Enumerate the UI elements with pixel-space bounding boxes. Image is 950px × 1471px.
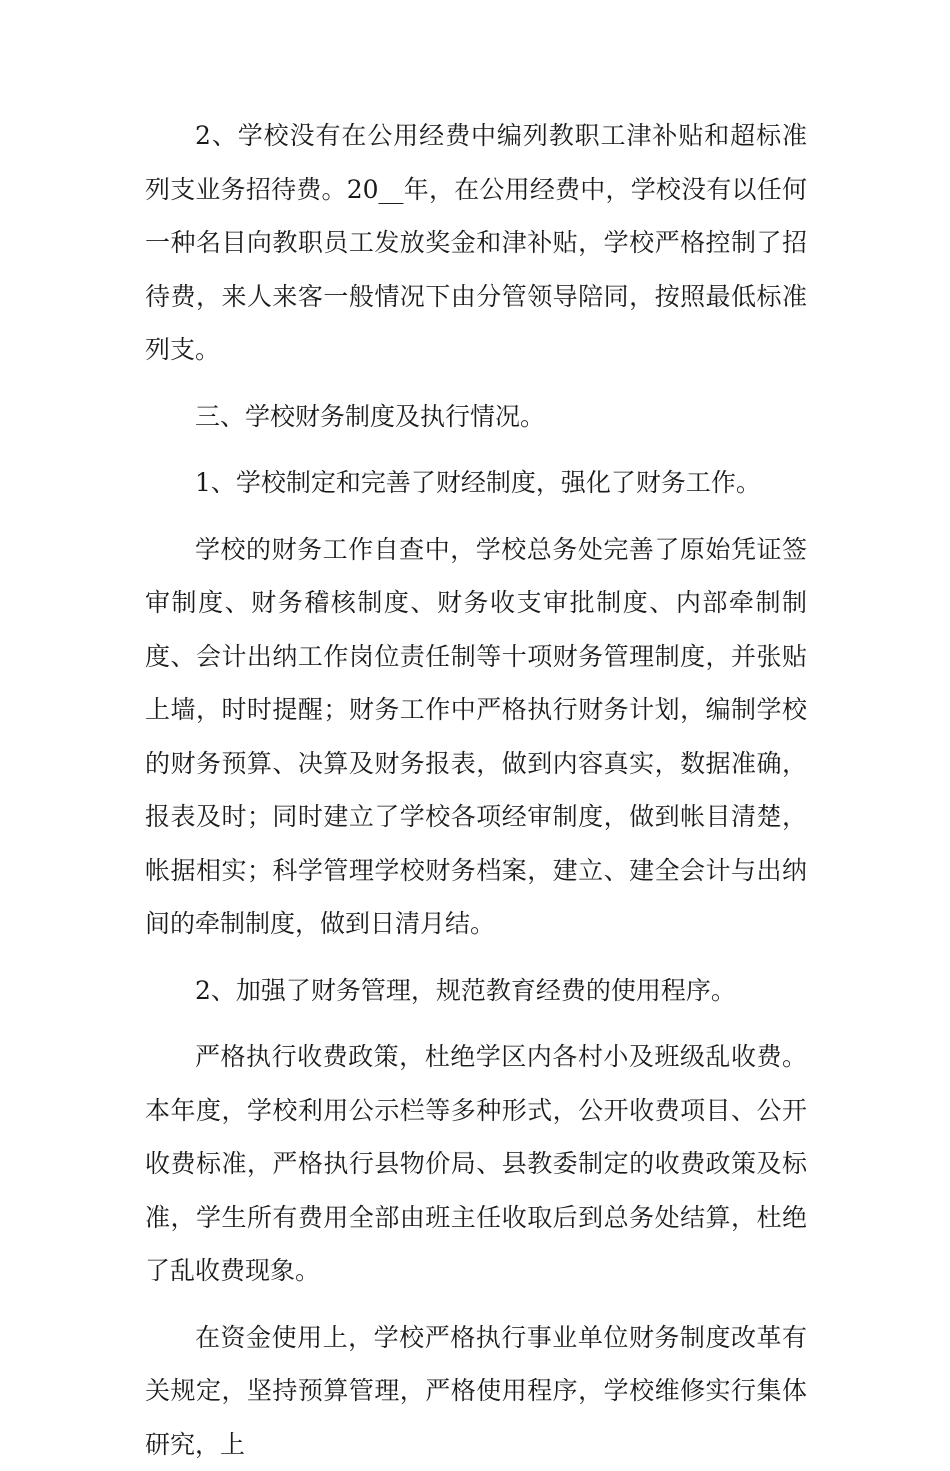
paragraph-staff-allowance: 2、学校没有在公用经费中编列教职工津补贴和超标准列支业务招待费。20__年，在公用经费中，学校没有以任何一种名目向教职员工发放奖金和津补贴，学校严格控制了招待费，来人来客一般情况下由分管领导陪同，按照最低标准列支。: [145, 109, 807, 377]
paragraph-finance-self-check: 学校的财务工作自查中，学校总务处完善了原始凭证签审制度、财务稽核制度、财务收支审批制度、内部牵制制度、会计出纳工作岗位责任制等十项财务管理制度，并张贴上墙，时时提醒；财务工作中严格执行财务计划，编制学校的财务预算、决算及财务报表，做到内容真实，数据准确，报表及时；同时建立了学校各项经审制度，做到帐目清楚，帐据相实；科学管理学校财务档案，建立、建全会计与出纳间的牵制制度，做到日清月结。: [145, 523, 807, 951]
document-page: [145, 109, 807, 1471]
subheading-finance-management: 2、加强了财务管理，规范教育经费的使用程序。: [145, 964, 807, 1018]
paragraph-fund-usage: 在资金使用上，学校严格执行事业单位财务制度改革有关规定，坚持预算管理，严格使用程序，学校维修实行集体研究，上: [145, 1311, 807, 1471]
paragraph-fee-policy: 严格执行收费政策，杜绝学区内各村小及班级乱收费。本年度，学校利用公示栏等多种形式，公开收费项目、公开收费标准，严格执行县物价局、县教委制定的收费政策及标准，学生所有费用全部由班主任收取后到总务处结算，杜绝了乱收费现象。: [145, 1030, 807, 1298]
subheading-finance-rules: 1、学校制定和完善了财经制度，强化了财务工作。: [145, 456, 807, 510]
section-heading-finance-system: 三、学校财务制度及执行情况。: [145, 390, 807, 444]
